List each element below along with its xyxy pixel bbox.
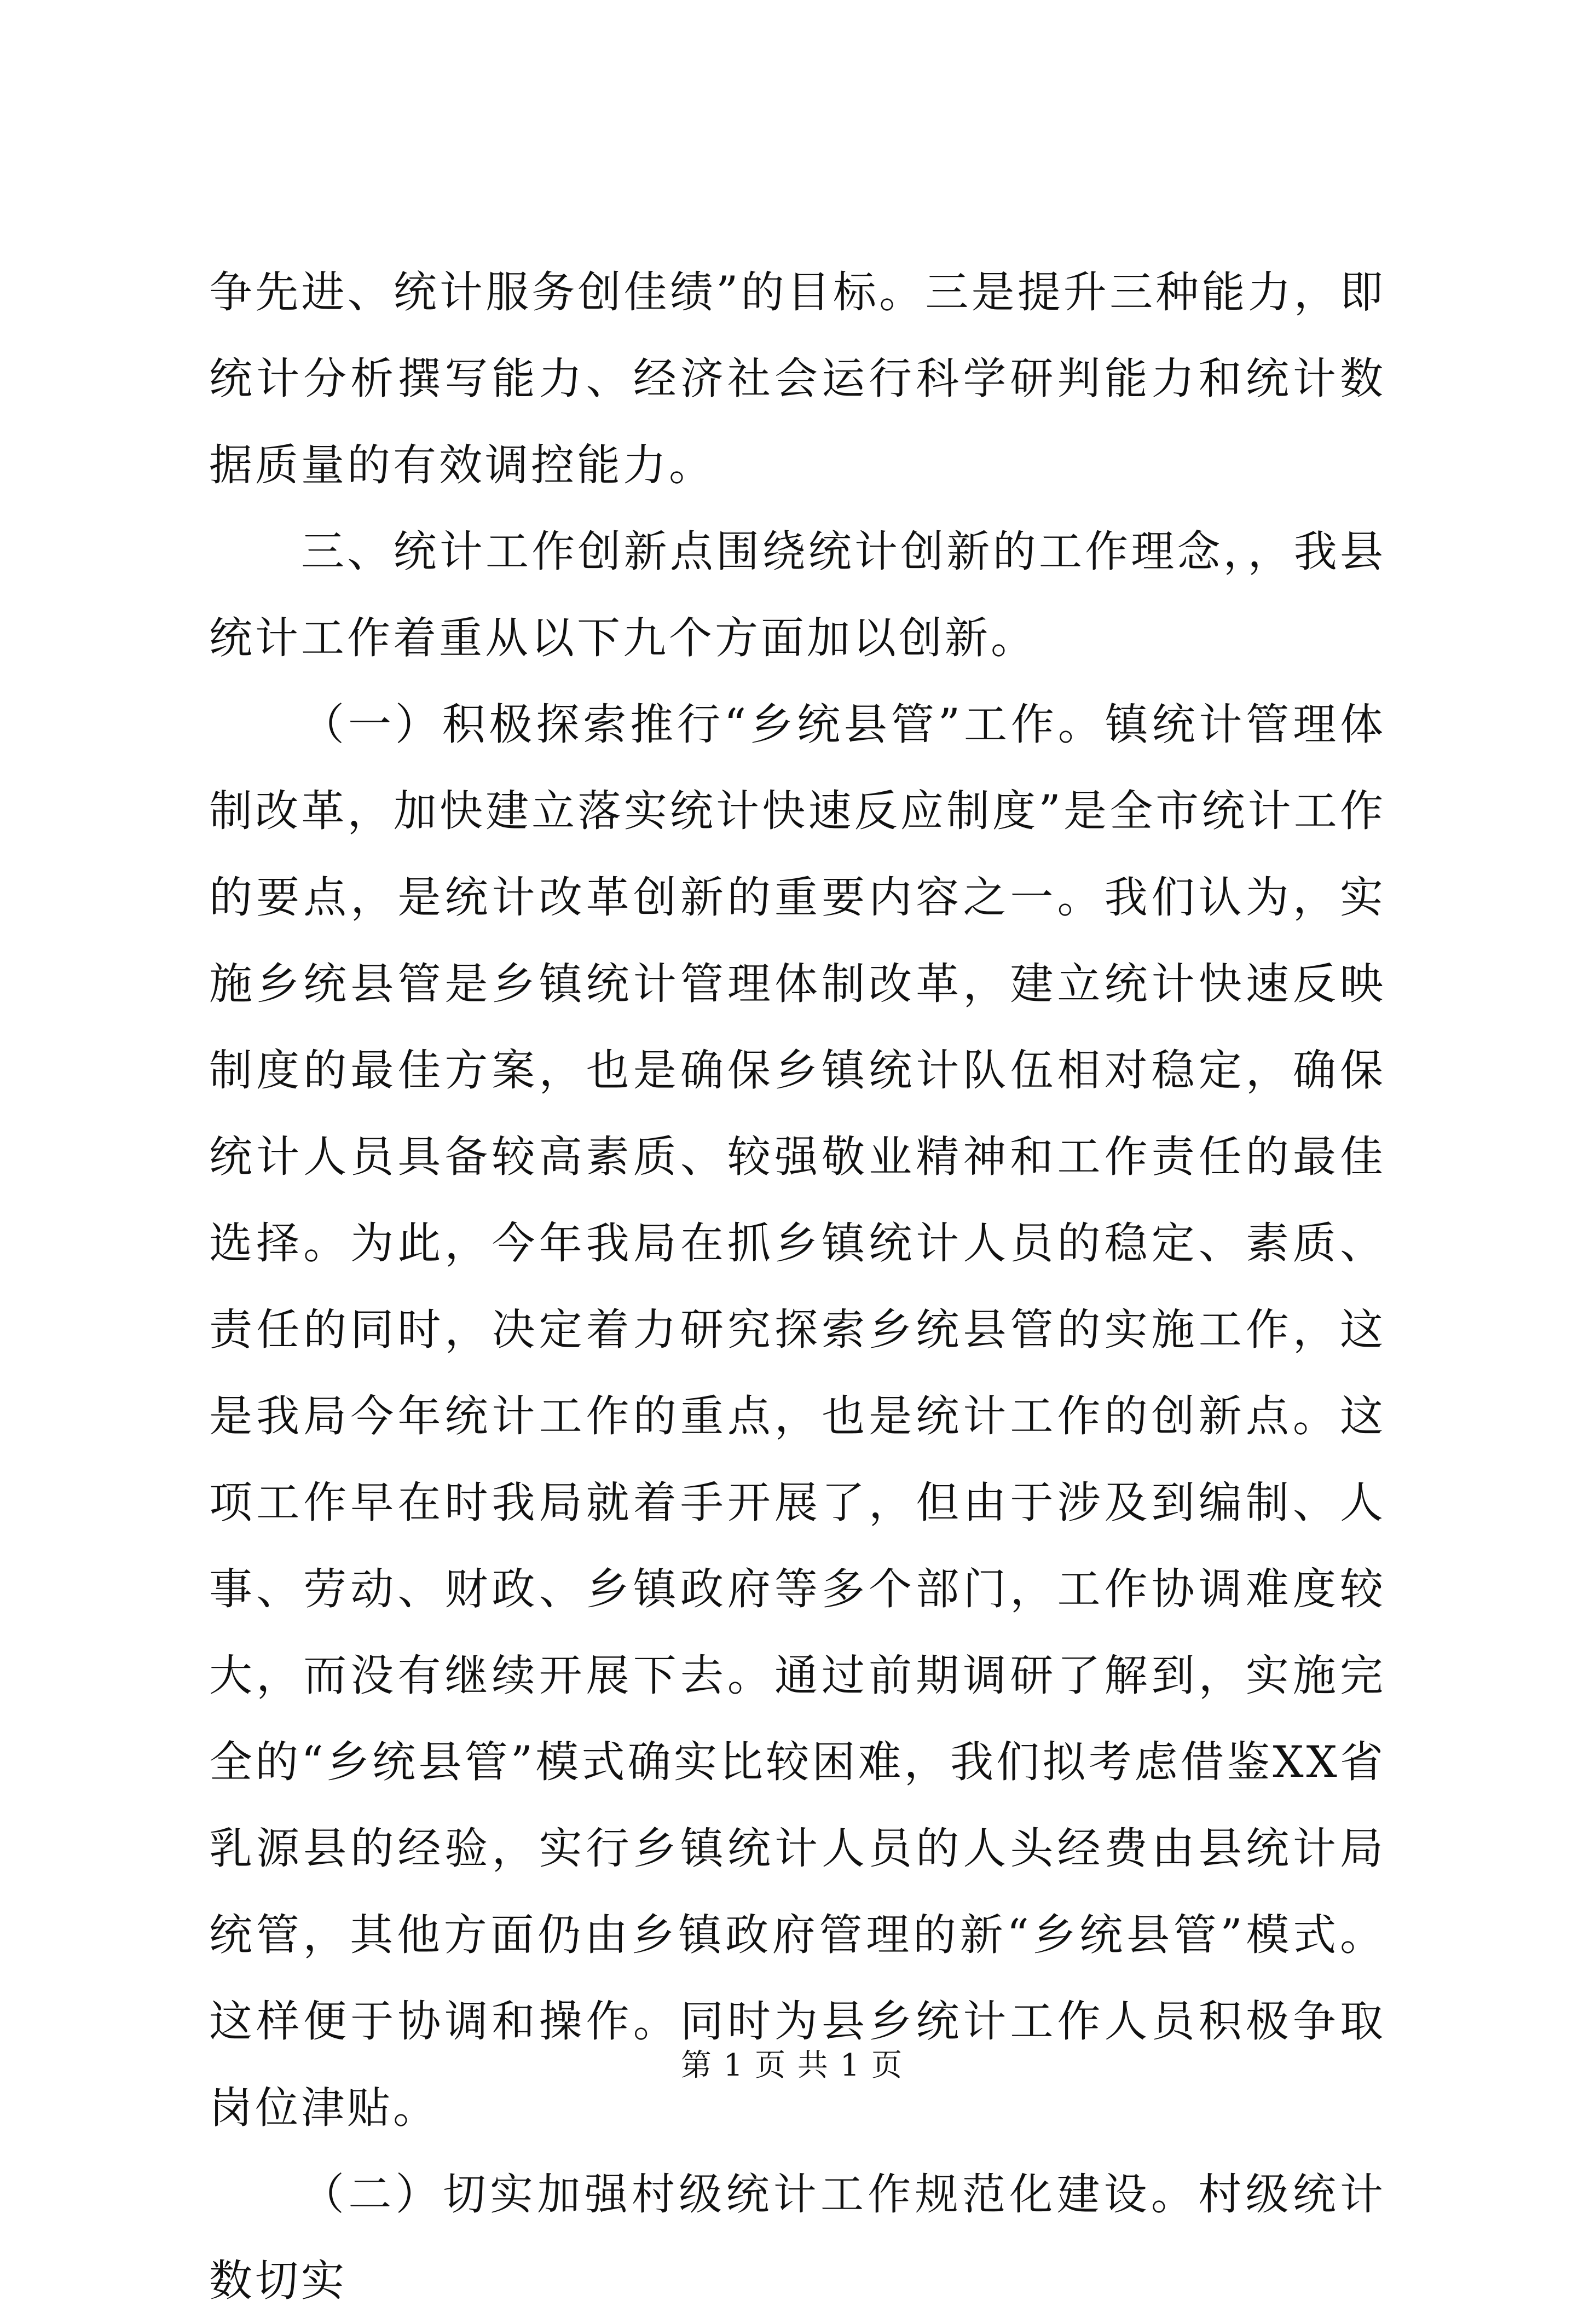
paragraph-item-one: （一）积极探索推行“乡统县管”工作。镇统计管理体制改革，加快建立落实统计快速反应制度”是全市统计工作的要点，是统计改革创新的重要内容之一。我们认为，实施乡统县管是乡镇统计管理体制改革，建立统计快速反映制度的最佳方案，也是确保乡镇统计队伍相对稳定，确保统计人员具备较高素质、较强敬业精神和工作责任的最佳选择。为此，今年我局在抓乡镇统计人员的稳定、素质、责任的同时，决定着力研究探索乡统县管的实施工作，这是我局今年统计工作的重点，也是统计工作的创新点。这项工作早在时我局就着手开展了，但由于涉及到编制、人事、劳动、财政、乡镇政府等多个部门，工作协调难度较大，而没有继续开展下去。通过前期调研了解到，实施完全的“乡统县管”模式确实比较困难，我们拟考虑借鉴XX省乳源县的经验，实行乡镇统计人员的人头经费由县统计局统管，其他方面仍由乡镇政府管理的新“乡统县管”模式。这样便于协调和操作。同时为县乡统计工作人员积极争取岗位津贴。 [209,699,1386,2133]
paragraph-section-three: 三、统计工作创新点围绕统计创新的工作理念，，我县统计工作着重从以下九个方面加以创新。 [209,526,1386,663]
paragraph-continuation: 争先进、统计服务创佳绩”的目标。三是提升三种能力，即统计分析撰写能力、经济社会运行科学研判能力和统计数据质量的有效调控能力。 [209,267,1386,490]
page-footer: 第 1 页 共 1 页 [680,2048,904,2083]
paragraph-item-two: （二）切实加强村级统计工作规范化建设。村级统计数切实 [209,2169,1386,2306]
document-body [209,249,1386,2324]
